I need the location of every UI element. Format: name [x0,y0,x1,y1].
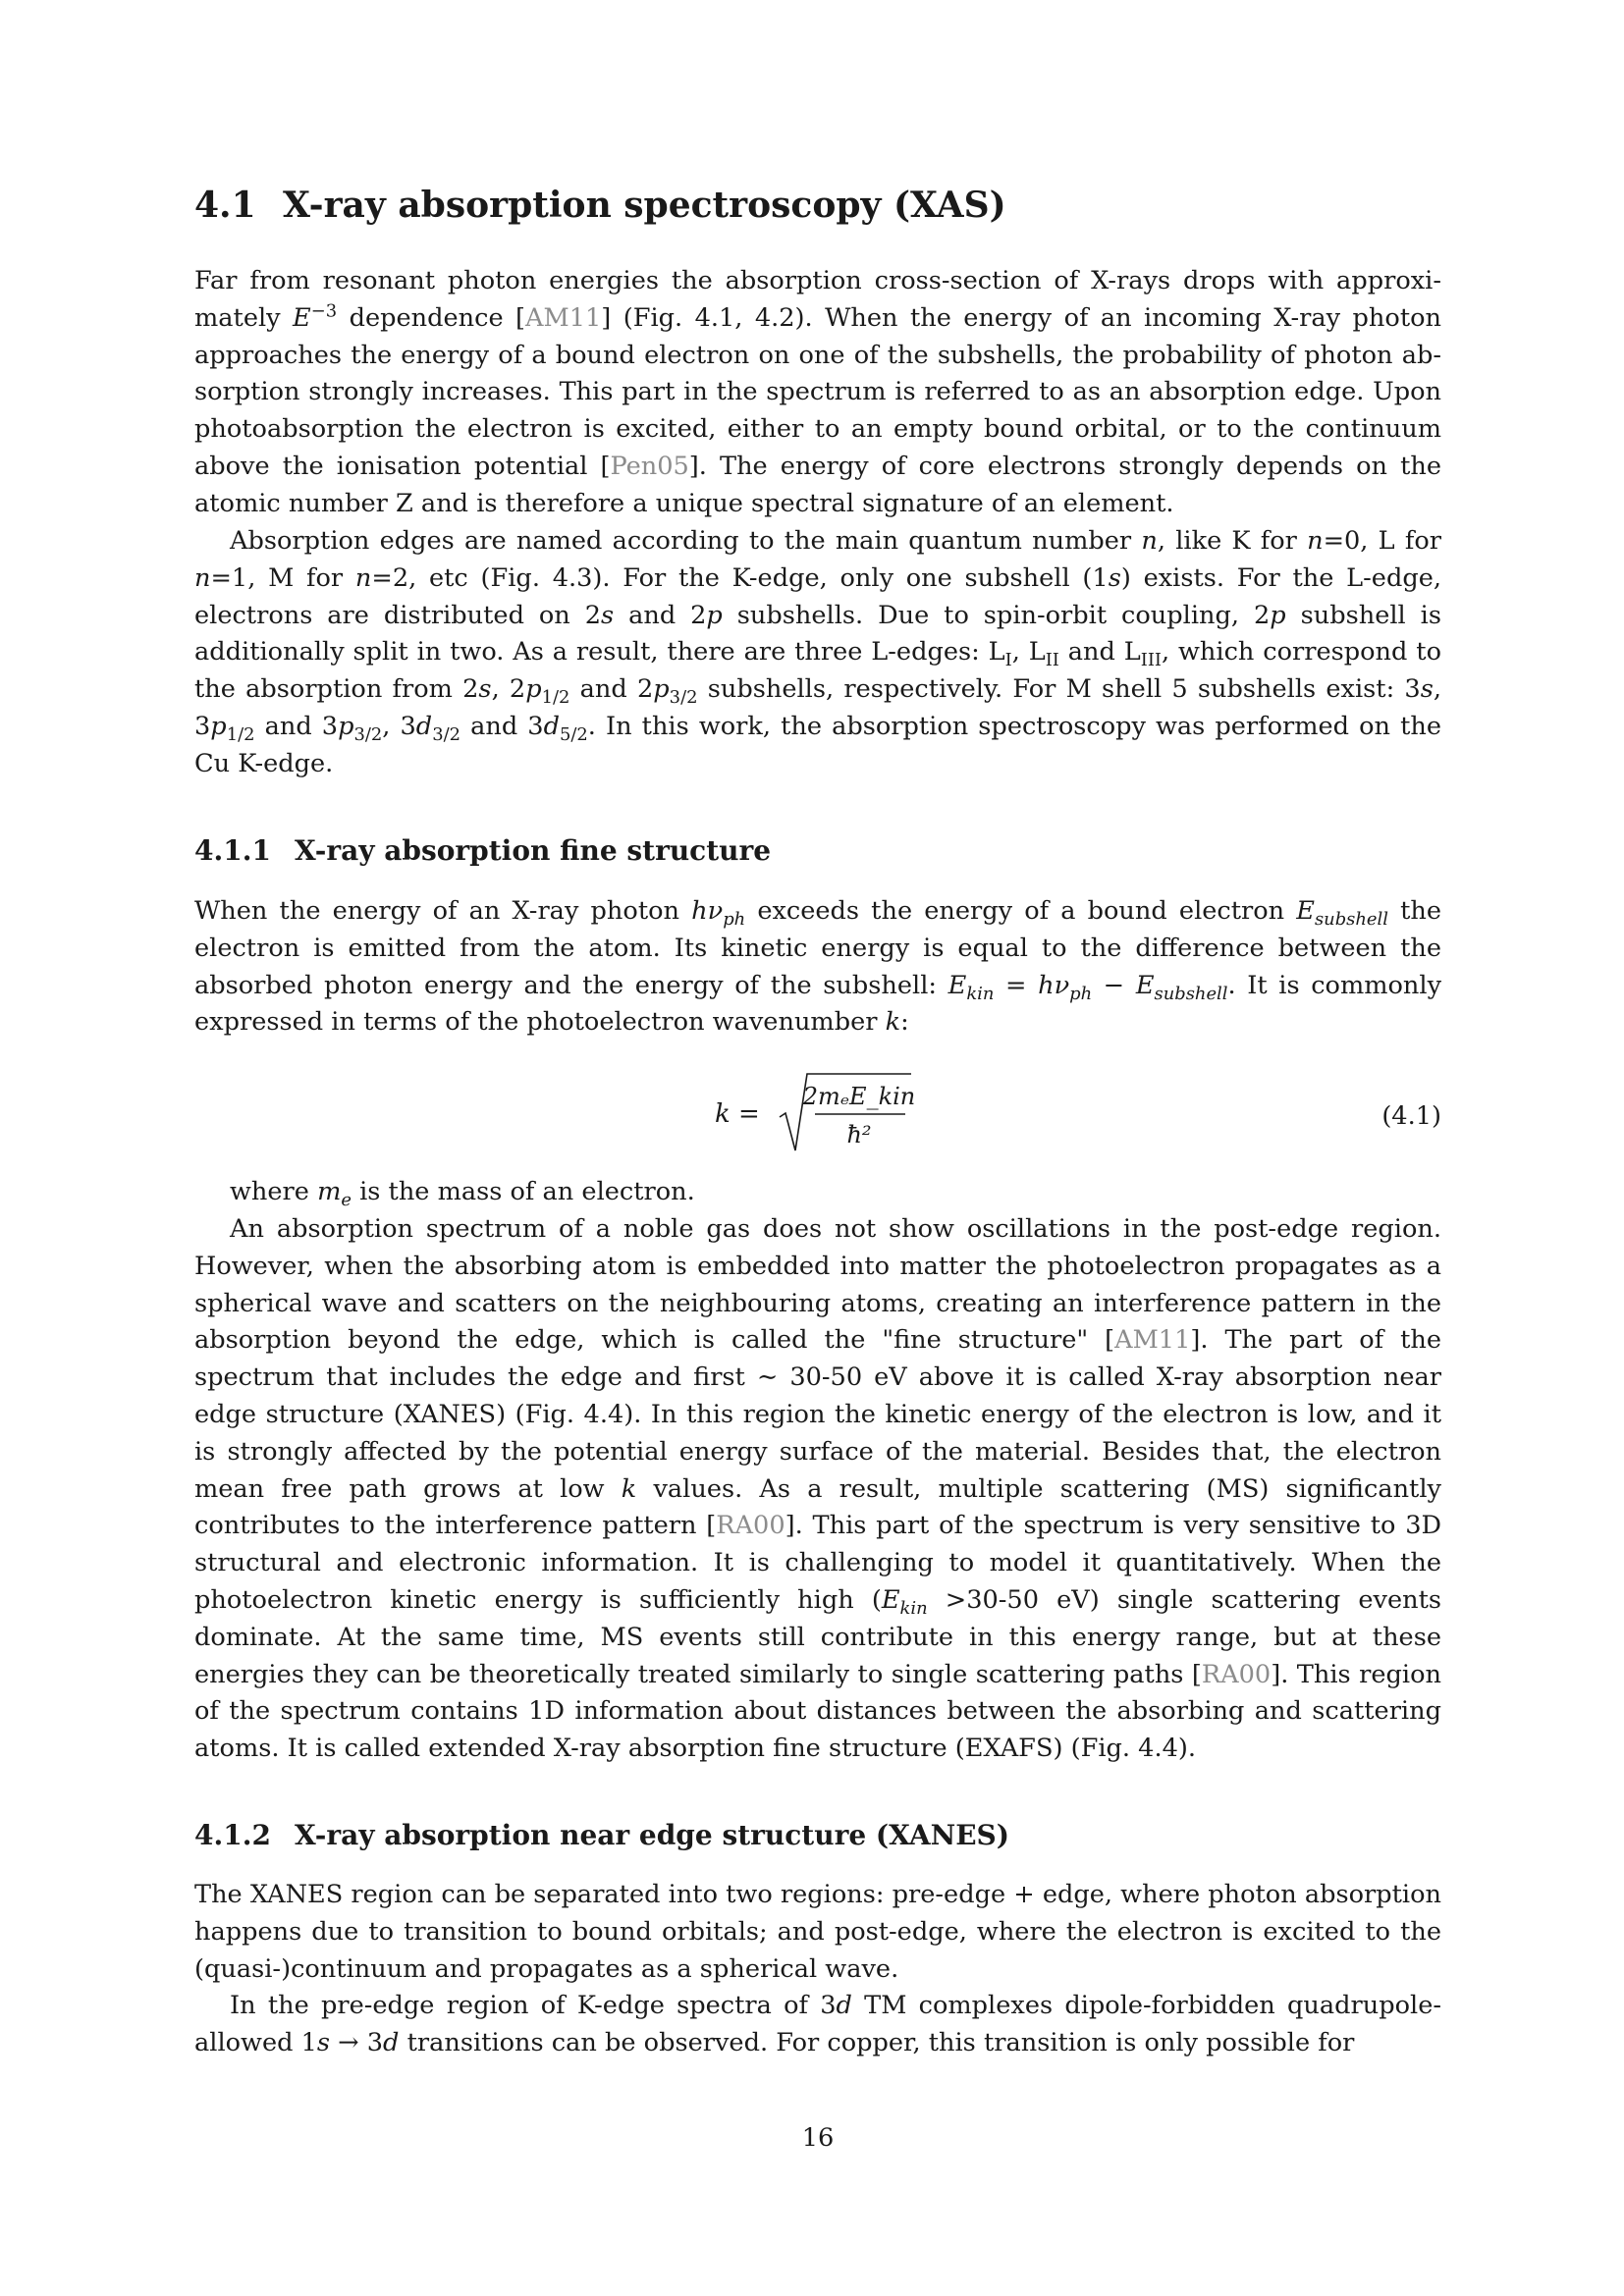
subsection-title: X-ray absorption near edge structure (XANES) [295,1819,1010,1851]
subsection-heading [194,1819,1009,1851]
section-heading [194,185,1006,226]
subsection-number: 4.1.1 [194,834,271,867]
citation-link[interactable]: AM11 [1114,1325,1191,1356]
equation-4-1 [194,1064,1441,1162]
page-number: 16 [801,2123,835,2153]
citation-link[interactable]: RA00 [716,1511,785,1541]
equation-formula [715,1064,950,1162]
paragraph-pre-edge: In the pre-edge region of K-edge spectra of 3d TM complexes dipole-forbidden quadrupole-allowed 1s → 3d transitions can be observed. For copper, this transition is only possible for [194,1991,1441,2057]
equation-number: (4.1) [1381,1101,1441,1131]
section-number: 4.1 [194,185,256,226]
paragraph-noble-gas: An absorption spectrum of a noble gas does not show oscillations in the post-edge region. However, when the absorbing atom is embedded into matter the photoelectron propagates as a spherical wave and scatters on the neighbouring atoms, creating an interference pattern in the absorption beyond the edge, which is called the "fine structure" [AM11]. The part of the spectrum that includes the edge and first ∼ 30-50 eV above it is called X-ray absorption near edge structure (XANES) (Fig. 4.4). In this region the kinetic energy of the electron is low, and it is strongly affected by the potential energy surface of the material. Besides that, the electron mean free path grows at low k values. As a result, multiple scattering (MS) significantly contributes to the interference pattern [RA00]. This part of the spectrum is very sensitive to 3D structural and electronic information. It is challenging to model it quantitatively. When the photoelectron kinetic energy is sufficiently high ($E_{kin} >30-50$ eV) single scattering events dominate. At the same time, MS events still contribute in this energy range, but at these energies they can be theoretically treated similarly to single scattering paths [RA00]. This region of the spectrum contains 1D information about distances between the absorbing and scattering atoms. It is called extended X-ray absorption fine structure (EXAFS) (Fig. 4.4). [194,1214,1441,1764]
subsection-title: X-ray absorption fine structure [295,834,772,867]
paragraph-where: where $m_e$ is the mass of an electron. [230,1177,695,1211]
subsection-heading [194,834,771,867]
equation-numerator: 2mₑE_kin [802,1083,916,1110]
citation-link[interactable]: AM11 [525,302,602,333]
paragraph-absorption-edges: Absorption edges are named according to the main quantum number n, like K for n=0, L for n=1, M for n=2, etc (Fig. 4.3). For the K-edge, only one subshell (1s) exists. For the L-edge, electrons are distributed on 2s and 2p subshells. Due to spin-orbit coupling, 2p subshell is additionally split in two. As a result, there are three L-edges: $L_I$, $L_{II}$ and $L_{III}$, which correspond to the absorption from 2s, $2p_{1/2}$ and $2p_{3/2}$ subshells, respectively. For M shell 5 subshells exist: 3s, $3p_{1/2}$ and $3p_{3/2}$, $3d_{3/2}$ and $3d_{5/2}$. In this work, the absorption spectroscopy was performed on the Cu K-edge. [194,526,1442,778]
paragraph-intro: Far from resonant photon energies the absorption cross-section of X-rays drops with approximately $E^{-3}$ dependence [AM11] (Fig. 4.1, 4.2). When the energy of an incoming X-ray photon approaches the energy of a bound electron on one of the subshells, the probability of photon absorption strongly increases. This part in the spectrum is referred to as an absorption edge. Upon photoabsorption the electron is excited, either to an empty bound orbital, or to the continuum above the ionisation potential [Pen05]. The energy of core electrons strongly depends on the atomic number Z and is therefore a unique spectral signature of an element. [194,266,1442,518]
section-title: X-ray absorption spectroscopy (XAS) [283,185,1006,226]
equation-lhs: k = [715,1099,760,1129]
citation-link[interactable]: Pen05 [610,451,689,481]
subsection-number: 4.1.2 [194,1819,271,1851]
paragraph-fine-structure: When the energy of an X-ray photon $h\nu_{ph}$ exceeds the energy of a bound electron $E_{subshell}$ the electron is emitted from the atom. Its kinetic energy is equal to the difference between the absorbed photon energy and the energy of the subshell: $E_{kin} = h\nu_{ph} - E_{subshell}$. It is commonly expressed in terms of the photoelectron wavenumber k: [194,896,1442,1038]
equation-denominator: ħ² [846,1121,872,1148]
paragraph-xanes: The XANES region can be separated into two regions: pre-edge + edge, where photon absorption happens due to transition to bound orbitals; and post-edge, where the electron is excited to the (quasi-)continuum and propagates as a spherical wave. [194,1880,1441,1984]
citation-link[interactable]: RA00 [1201,1659,1272,1689]
